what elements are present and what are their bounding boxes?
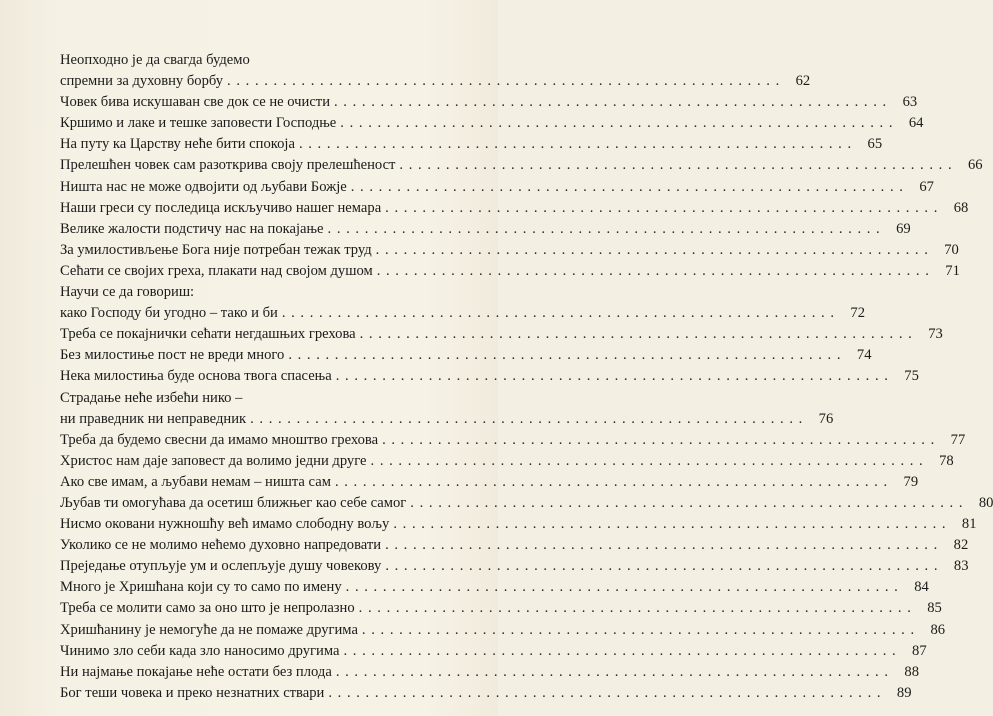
toc-entry-title: Прејeдање отупљује ум и ослепљује душу човекову — [60, 558, 382, 575]
page-number: 77 — [950, 431, 966, 448]
toc-entry-line — [60, 430, 966, 451]
toc-entry-title: ни праведник ни неправедник — [60, 410, 247, 427]
toc-entry-line — [60, 366, 919, 387]
toc-entry-line — [60, 620, 946, 641]
toc-entry-title: Прелешћен човек сам разоткрива своју прелешћеност — [60, 157, 396, 174]
toc-entry-line — [60, 556, 969, 577]
dot-leader — [335, 472, 888, 493]
toc-entry-line — [60, 472, 919, 493]
toc-entry-line — [60, 577, 929, 598]
page-number: 85 — [927, 600, 942, 617]
toc-entry-line — [60, 50, 460, 71]
toc-entry-title: За умилостивљење Бога није потребан тежак труд — [60, 241, 372, 258]
toc-entry-line — [60, 451, 954, 472]
toc-entry-title: Велике жалости подстичу нас на покајање — [60, 220, 324, 237]
toc-entry-title: Кршимо и лаке и тешке заповести Господње — [60, 115, 337, 132]
toc-entry-title: Страдање неће избећи нико – — [60, 389, 243, 406]
page-number: 67 — [919, 178, 934, 195]
toc-entry-title: Много је Хришћана који су то само по имену — [60, 579, 342, 596]
toc-entry-line — [60, 303, 865, 324]
page-number: 66 — [968, 157, 983, 174]
dot-leader — [351, 177, 904, 198]
toc-entry-line — [60, 388, 460, 409]
page-number: 72 — [850, 305, 865, 322]
toc-entry-line — [60, 514, 977, 535]
page-number: 82 — [953, 537, 969, 554]
page-number: 65 — [867, 136, 883, 153]
toc-entry-title: Нисмо оковани нужношћу већ имамо слободну вољу — [60, 516, 390, 533]
dot-leader — [371, 451, 924, 472]
toc-entry-line — [60, 598, 942, 619]
dot-leader — [385, 556, 938, 577]
page-number: 78 — [939, 452, 954, 469]
toc-entry-title: Без милостиње пост не вреди много — [60, 347, 285, 364]
dot-leader — [299, 134, 852, 155]
toc-entry-title: Бог теши човека и преко незнатних ствари — [60, 684, 325, 701]
dot-leader — [385, 198, 938, 219]
toc-entry-title: Љубав ти омогућава да осетиш ближњег као себе самог — [60, 494, 407, 511]
toc-entry-title: Треба се покајнички сећати негдашњих грехова — [60, 326, 356, 343]
toc-entry-line — [60, 641, 927, 662]
toc-entry-title: Треба се молити само за оно што је непролазно — [60, 600, 355, 617]
toc-entry-line — [60, 324, 943, 345]
dot-leader — [250, 409, 803, 430]
toc-entry-title: Неопходно је да свагда будемо — [60, 52, 250, 68]
toc-entry-line — [60, 71, 811, 92]
toc-entry-line — [60, 282, 460, 303]
toc-entry-title: Ништа нас не може одвојити од љубави Божје — [60, 178, 347, 195]
page-number: 64 — [908, 115, 924, 132]
dot-leader — [359, 598, 912, 619]
dot-leader — [334, 92, 887, 113]
toc-entry-title: Треба да будемо свесни да имамо мноштво грехова — [60, 431, 379, 448]
toc-entry-line — [60, 261, 960, 282]
dot-leader — [399, 155, 952, 176]
toc-entry-line — [60, 683, 912, 704]
dot-leader — [393, 514, 946, 535]
toc-entry-line — [60, 92, 918, 113]
dot-leader — [343, 641, 896, 662]
dot-leader — [410, 493, 963, 514]
toc-entry-line — [60, 493, 993, 514]
toc-entry-title: Човек бива искушаван све док се не очисти — [60, 94, 330, 111]
dot-leader — [346, 577, 899, 598]
toc-entry-line — [60, 345, 872, 366]
toc-entry-line — [60, 134, 883, 155]
toc-entry-line — [60, 219, 911, 240]
page-number: 83 — [953, 558, 969, 575]
toc-entry-line — [60, 113, 924, 134]
toc-entry-title: Уколико се не молимо нећемо духовно напредовати — [60, 537, 382, 554]
toc-entry-title: Научи се да говориш: — [60, 284, 195, 301]
toc-entry-line — [60, 177, 934, 198]
dot-leader — [376, 240, 929, 261]
dot-leader — [328, 219, 881, 240]
toc-entry-line — [60, 662, 919, 683]
page-number: 69 — [896, 220, 911, 237]
page-number: 79 — [903, 473, 919, 490]
dot-leader — [362, 620, 915, 641]
toc-entry-title: како Господу би угодно – тако и би — [60, 305, 278, 322]
page-number: 84 — [914, 579, 929, 596]
toc-entry-title: Сећати се својих греха, плакати над својом душом — [60, 262, 373, 279]
page-number: 81 — [961, 516, 977, 533]
dot-leader — [288, 345, 841, 366]
dot-leader — [360, 324, 913, 345]
toc-entry-line — [60, 409, 834, 430]
toc-entry-line — [60, 240, 959, 261]
dot-leader — [282, 303, 835, 324]
page-number: 75 — [904, 368, 919, 385]
toc-entry-title: спремни за духовну борбу — [60, 73, 224, 90]
toc-entry-title: Чинимо зло себи када зло наносимо другима — [60, 642, 340, 659]
toc-entry-title: Нека милостиња буде основа твога спасења — [60, 368, 332, 385]
page-number: 74 — [856, 347, 872, 364]
toc-entry-title: Наши греси су последица искључиво нашег немара — [60, 199, 382, 216]
toc-entry-title: Хришћанину је немогуће да не помаже другима — [60, 621, 358, 638]
page-number: 88 — [904, 663, 919, 680]
dot-leader — [377, 261, 930, 282]
toc-entry-line — [60, 198, 969, 219]
toc-entry-title: На путу ка Царству неће бити спокоја — [60, 136, 295, 153]
page-number: 89 — [896, 684, 912, 701]
dot-leader — [227, 71, 780, 92]
page-number: 87 — [912, 642, 927, 659]
page-number: 80 — [978, 494, 993, 511]
dot-leader — [382, 430, 935, 451]
page-number: 70 — [944, 241, 959, 258]
toc-entry-title: Христос нам даје заповест да волимо једни друге — [60, 452, 367, 469]
toc-entry-title: Ни најмање покајање неће остати без плода — [60, 663, 332, 680]
page-number: 63 — [902, 94, 918, 111]
page-number: 73 — [928, 326, 943, 343]
dot-leader — [336, 366, 889, 387]
page-number: 86 — [930, 621, 946, 638]
toc-entry-line — [60, 535, 969, 556]
dot-leader — [336, 662, 889, 683]
page-number: 68 — [953, 199, 969, 216]
table-of-contents — [60, 50, 993, 704]
dot-leader — [385, 535, 938, 556]
page-number: 71 — [945, 262, 960, 279]
page-number: 76 — [818, 410, 834, 427]
toc-entry-title: Ако све имам, а љубави немам – ништа сам — [60, 473, 331, 490]
page-number: 62 — [795, 73, 811, 90]
dot-leader — [340, 113, 893, 134]
dot-leader — [328, 683, 881, 704]
toc-entry-line — [60, 155, 983, 176]
